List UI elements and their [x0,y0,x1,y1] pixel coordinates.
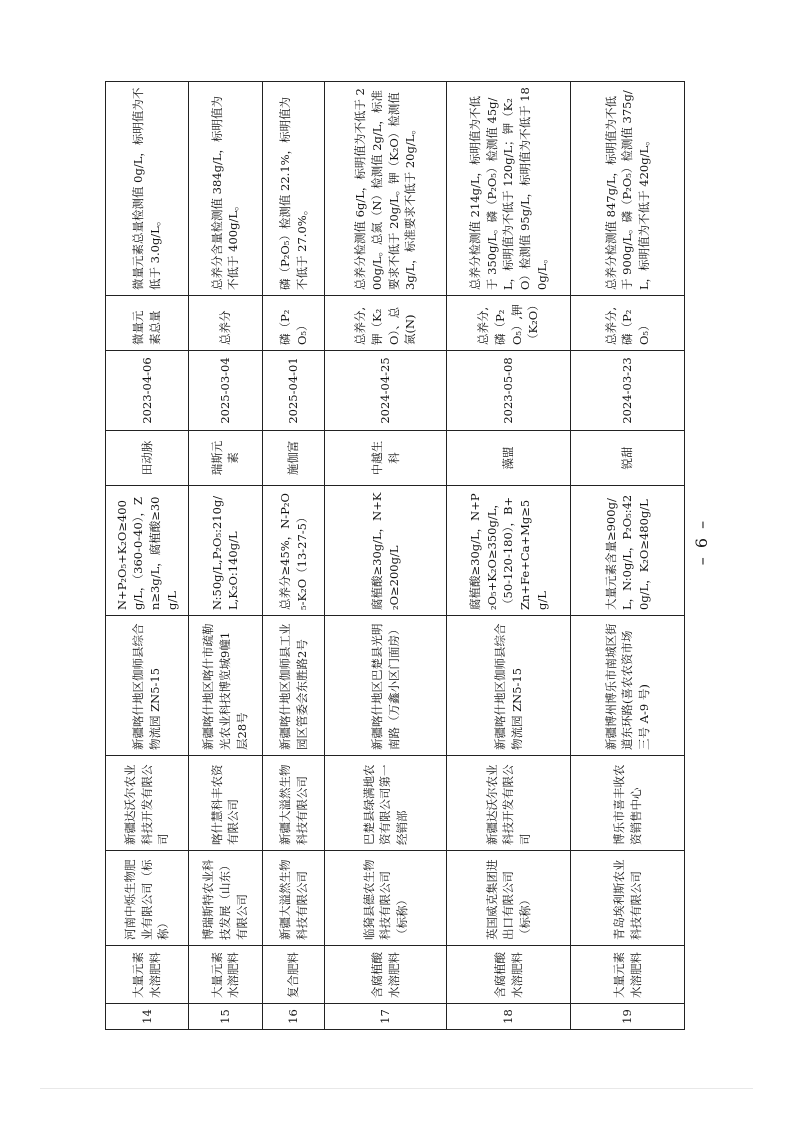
brand-name: 瑞斯元素 [188,431,262,486]
production-date: 2023-05-08 [447,351,571,431]
operator-name: 新疆达沃尔农业科技开发有限公司 [447,756,571,851]
failed-item: 总养分,磷（P₂O₅） [571,296,685,351]
producer-name: 博瑞斯特农业科技发展（山东）有限公司 [188,851,262,946]
table-row [106,82,189,1030]
page-edge-divider [40,1088,753,1089]
producer-name: 河南中烁生物肥业有限公司（标称） [106,851,189,946]
row-number: 18 [447,1004,571,1030]
operator-address: 新疆喀什地区伽师县综合物流园 ZN5-15 [447,616,571,756]
production-date: 2023-04-06 [106,351,189,431]
test-result: 磷（P₂O₅）检测值 22.1%，标明值为不低于 27.0%。 [263,82,325,296]
specification: 腐植酸≥30g/L，N+P₂O₅+K₂O≥350g/L，（50-120-180），B+Zn+Fe+Ca+Mg≥5g/L [447,486,571,616]
producer-name: 新疆大溢然生物科技有限公司 [263,851,325,946]
specification: N+P₂O₅+K₂O≥400g/L，（360-0-40），Zn≥3g/L，腐植酸≥30g/L [106,486,189,616]
test-result: 总养分检测值 847g/L，标明值为不低于 900g/L。磷（P₂O₅）检测值 375g/L，标明值为不低于 420g/L。 [571,82,685,296]
specification: 腐植酸≥30g/L，N+K₂O≥200g/L [325,486,447,616]
page-number: – 6 – [692,518,711,566]
failed-item: 总养分,磷（P₂O₅）,钾（K₂O） [447,296,571,351]
operator-address: 新疆喀什地区伽师县工业园区管委会东胜路2号 [263,616,325,756]
test-result: 总养分检测值 6g/L，标明值为不低于 200g/L。总氮（N）检测值 2g/L，标准要求不低于 20g/L。钾（K₂O）检测值 3g/L，标准要求不低于 20g/L。 [325,82,447,296]
failed-item: 磷（P₂O₅） [263,296,325,351]
producer-name: 青岛埃利斯农业科技有限公司 [571,851,685,946]
operator-address: 新疆喀什地区喀什市疏勒光农业科技博览城9幢1层28号 [188,616,262,756]
test-result: 总养分含量检测值 384g/L，标明值为不低于 400g/L。 [188,82,262,296]
operator-address: 新疆博州博乐市南城区街道东环路(喜农农资市场三号 A-9 号) [571,616,685,756]
failed-item: 总养分,钾（K₂O）、总氮(N) [325,296,447,351]
production-date: 2024-04-25 [325,351,447,431]
fertilizer-inspection-table [105,81,685,1030]
brand-name: 田动脉 [106,431,189,486]
operator-name: 博乐市喜丰收农资销售中心 [571,756,685,851]
table-row [263,82,325,1030]
test-result: 微量元素总量检测值 0g/L，标明值为不低于 3.0g/L。 [106,82,189,296]
brand-name: 藻盟 [447,431,571,486]
test-result: 总养分检测值 214g/L，标明值为不低于 350g/L。磷（P₂O₅）检测值 45g/L，标明值为不低于 120g/L；钾（K₂O）检测值 95g/L，标明值为不低于 180g/L。 [447,82,571,296]
rotated-table-container [105,82,685,1030]
specification: N:50g/L,P₂O₅:210g/L,K₂O:140g/L [188,486,262,616]
product-name: 大量元素水溶肥料 [188,946,262,1004]
failed-item: 总养分 [188,296,262,351]
row-number: 15 [188,1004,262,1030]
operator-name: 喀什慧科丰农资有限公司 [188,756,262,851]
specification: 大量元素含量≥900g/L，N:0g/L，P₂O₅:420g/L，K₂O≥480g/L [571,486,685,616]
operator-name: 新疆大溢然生物科技有限公司 [263,756,325,851]
product-name: 复合肥料 [263,946,325,1004]
row-number: 16 [263,1004,325,1030]
operator-address: 新疆喀什地区巴楚县光明南路（万鑫小区门面房） [325,616,447,756]
operator-name: 巴楚县绿满地农资有限公司第一经销部 [325,756,447,851]
operator-address: 新疆喀什地区伽师县综合物流园 ZN5-15 [106,616,189,756]
product-name: 含腐植酸水溶肥料 [325,946,447,1004]
table-row [188,82,262,1030]
production-date: 2025-04-01 [263,351,325,431]
table-row [571,82,685,1030]
brand-name: 中越生科 [325,431,447,486]
product-name: 大量元素水溶肥料 [106,946,189,1004]
failed-item: 微量元素总量 [106,296,189,351]
product-name: 含腐植酸水溶肥料 [447,946,571,1004]
product-name: 大量元素水溶肥料 [571,946,685,1004]
row-number: 17 [325,1004,447,1030]
row-number: 14 [106,1004,189,1030]
specification: 总养分≥45%，N-P₂O₅-K₂O（13-27-5） [263,486,325,616]
producer-name: 临猗县德农生物科技有限公司（标称） [325,851,447,946]
table-row [325,82,447,1030]
row-number: 19 [571,1004,685,1030]
operator-name: 新疆达沃尔农业科技开发有限公司 [106,756,189,851]
production-date: 2024-03-23 [571,351,685,431]
producer-name: 英国威克集团进出口有限公司（标称） [447,851,571,946]
brand-name: 锐甜 [571,431,685,486]
brand-name: 施伽富 [263,431,325,486]
production-date: 2025-03-04 [188,351,262,431]
table-row [447,82,571,1030]
